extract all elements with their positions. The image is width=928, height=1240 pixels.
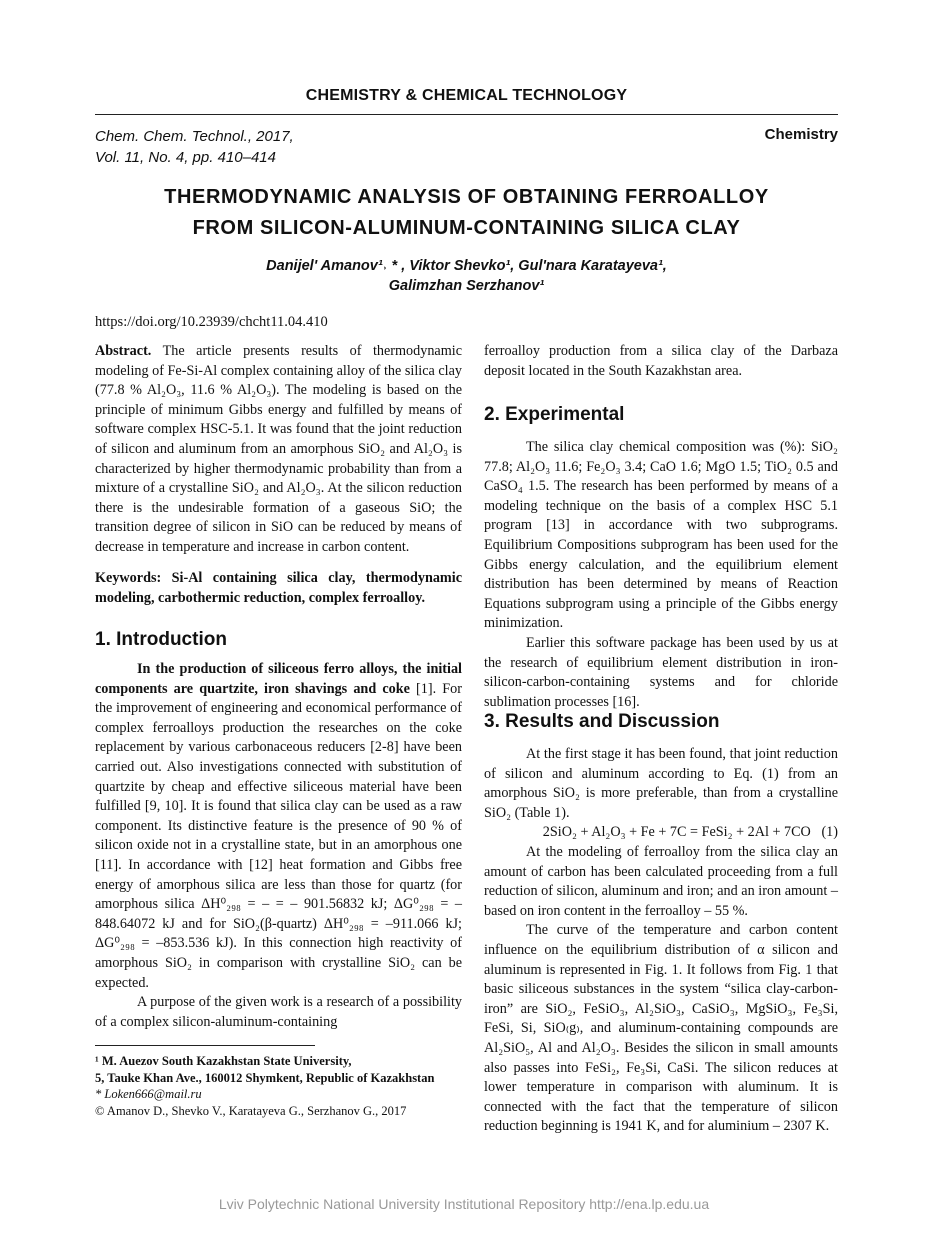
copyright: © Amanov D., Shevko V., Karatayeva G., Serzhanov G., 2017 xyxy=(95,1103,407,1118)
abstract xyxy=(95,342,462,558)
journal-header: CHEMISTRY & CHEMICAL TECHNOLOGY xyxy=(305,87,628,104)
intro-p1: [1]. For the improvement of engineering and economical performance of complex ferroalloys production the researches on the coke replacement by various carbonaceous reducers [2-8] have been carried out. Also investigations connected with substitution of quartzite by cheap and effective siliceous material have been fulfilled [9, 10]. It is found that silica clay can be used as a raw component. Its distinctive feature is the presence of 90 % of silicon oxide not in a crystalline state, but in an amorphous one [11]. In accordance with [12] heat formation and Gibbs free energy of amorphous silica are less than those for quartz (for amorphous silica ΔH⁰₂₉₈ = – = – 901.56832 kJ; ΔG⁰₂₉₈ = –848.64072 kJ and for SiO₂(β-quartz) ΔH⁰₂₉₈ = –911.066 kJ; ΔG⁰₂₉₈ = –853.536 kJ). In this connection high reactivity of amorphous SiO₂ in comparison with crystalline SiO₂ can be expected. xyxy=(95,680,462,991)
intro-continued xyxy=(484,342,838,381)
citation xyxy=(95,126,294,168)
authors-line2: Galimzhan Serzhanov¹ xyxy=(388,278,545,294)
doi-link[interactable]: https://doi.org/10.23939/chcht11.04.410 xyxy=(95,314,328,330)
title-line2: FROM SILICON-ALUMINUM-CONTAINING SILICA CLAY xyxy=(192,217,741,239)
header-divider xyxy=(95,114,838,115)
category: Chemistry xyxy=(764,126,838,143)
experimental-heading: 2. Experimental xyxy=(484,404,625,425)
authors xyxy=(95,256,838,296)
title-line1: THERMODYNAMIC ANALYSIS OF OBTAINING FERROALLOY xyxy=(164,186,769,208)
intro-body xyxy=(95,660,462,1032)
authors-line1: Danijel' Amanov¹˒ * , Viktor Shevko¹, Gul'nara Karatayeva¹, xyxy=(266,258,667,274)
affiliation-line2: 5, Tauke Khan Ave., 160012 Shymkent, Republic of Kazakhstan xyxy=(95,1070,435,1085)
results-p3: The curve of the temperature and carbon content influence on the equilibrium distribution of α silicon and aluminum is represented in Fig. 1. It follows from Fig. 1 that basic siliceous substances in the system “silica clay-carbon-iron” are SiO₂, FeSiO₃, Al₂SiO₃, CaSiO₃, MgSiO₃, Fe₃Si, FeSi, Si, SiO₍g₎, and aluminum-containing compounds are Al₂SiO₅, Al and Al₂O₃. Besides the silicon in small amounts also passes into FeSi₂, Fe₃Si, CaSi. The silicon reduces at lower temperature in comparison with aluminum. It is connected with the fact that the temperature of silicon reduction beginning is 1941 K, and for aluminium – 2307 K. xyxy=(484,922,838,1135)
equation-1: 2SiO₂ + Al₂O₃ + Fe + 7C = FeSi₂ + 2Al + 7CO (1) xyxy=(542,824,838,841)
experimental-p2: Earlier this software package has been used by us at the research of equilibrium element distribution in iron-silicon-carbon-containing systems and for chloride sublimation processes [16]. xyxy=(484,634,838,710)
citation-line2: Vol. 11, No. 4, pp. 410–414 xyxy=(95,149,276,166)
intro-p2: A purpose of the given work is a research of a possibility of a complex silicon-aluminum-containing xyxy=(95,994,462,1030)
repository-footer: Lviv Polytechnic National University Institutional Repository http://ena.lp.edu.ua xyxy=(218,1196,710,1212)
keywords-label: Keywords xyxy=(95,570,157,586)
results-body xyxy=(484,745,838,1137)
intro-p2-continued: ferroalloy production from a silica clay of the Darbaza deposit located in the South Kazakhstan area. xyxy=(484,343,838,379)
affiliation-line1: ¹ M. Auezov South Kazakhstan State University, xyxy=(95,1054,352,1068)
keywords-text: : Si-Al containing silica clay, thermodynamic modeling, carbothermic reduction, complex ferroalloy. xyxy=(95,570,462,606)
experimental-body xyxy=(484,438,838,712)
intro-lead: In the production of siliceous ferro alloys, the initial components are quartzite, iron shavings and coke xyxy=(95,661,462,697)
citation-line1: Chem. Chem. Technol., 2017, xyxy=(95,128,294,145)
abstract-text: The article presents results of thermodynamic modeling of Fe-Si-Al complex containing alloy of the silica clay (77.8 % Al₂O₃, 11.6 % Al₂O₃). The modeling is based on the principle of minimum Gibbs energy and fulfilled by means of software complex HSC-5.1. It was found that the joint reduction of silicon and aluminum from an amorphous SiO₂ and Al₂O₃ is characterized by higher thermodynamic probability than from a mixture of a crystalline SiO₂ and Al₂O₃. At the silicon reduction there is the undesirable formation of a gaseous SiO; the transition degree of silicon in SiO can be reduced by means of decrease in temperature and increase in carbon content. xyxy=(95,343,462,555)
footnote-divider xyxy=(95,1045,315,1046)
footnotes xyxy=(95,1053,434,1119)
email[interactable]: * Loken666@mail.ru xyxy=(95,1087,202,1101)
results-p2: At the modeling of ferroalloy from the silica clay an amount of carbon has been calculated proceeding from a full reduction of silicon, aluminum and iron; and an iron amount – based on iron content in the ferroalloy – 55 %. xyxy=(484,843,838,919)
abstract-label: Abstract. xyxy=(95,343,152,359)
keywords xyxy=(95,569,462,608)
experimental-p1: The silica clay chemical composition was (%): SiO₂ 77.8; Al₂O₃ 11.6; Fe₂O₃ 3.4; CaO 1.6; MgO 1.5; TiO₂ 0.5 and CaSO₄ 1.5. The research has been performed by means of a modeling technique on the basis of a complex HSC 5.1 program [13] in accordance with two subprograms. Equilibrium Compositions subprogram has been used for the Gibbs energy calculation, and the equilibrium element distribution has been determined by means of Reaction Equations subprogram using a principle of the Gibbs energy minimization. xyxy=(484,439,838,632)
results-p1: At the first stage it has been found, that joint reduction of silicon and aluminum according to Eq. (1) from an amorphous SiO₂ is more preferable, than from a crystalline SiO₂ (Table 1). xyxy=(484,746,838,821)
intro-heading: 1. Introduction xyxy=(95,629,227,650)
paper-title xyxy=(95,182,838,244)
results-heading: 3. Results and Discussion xyxy=(484,711,720,732)
